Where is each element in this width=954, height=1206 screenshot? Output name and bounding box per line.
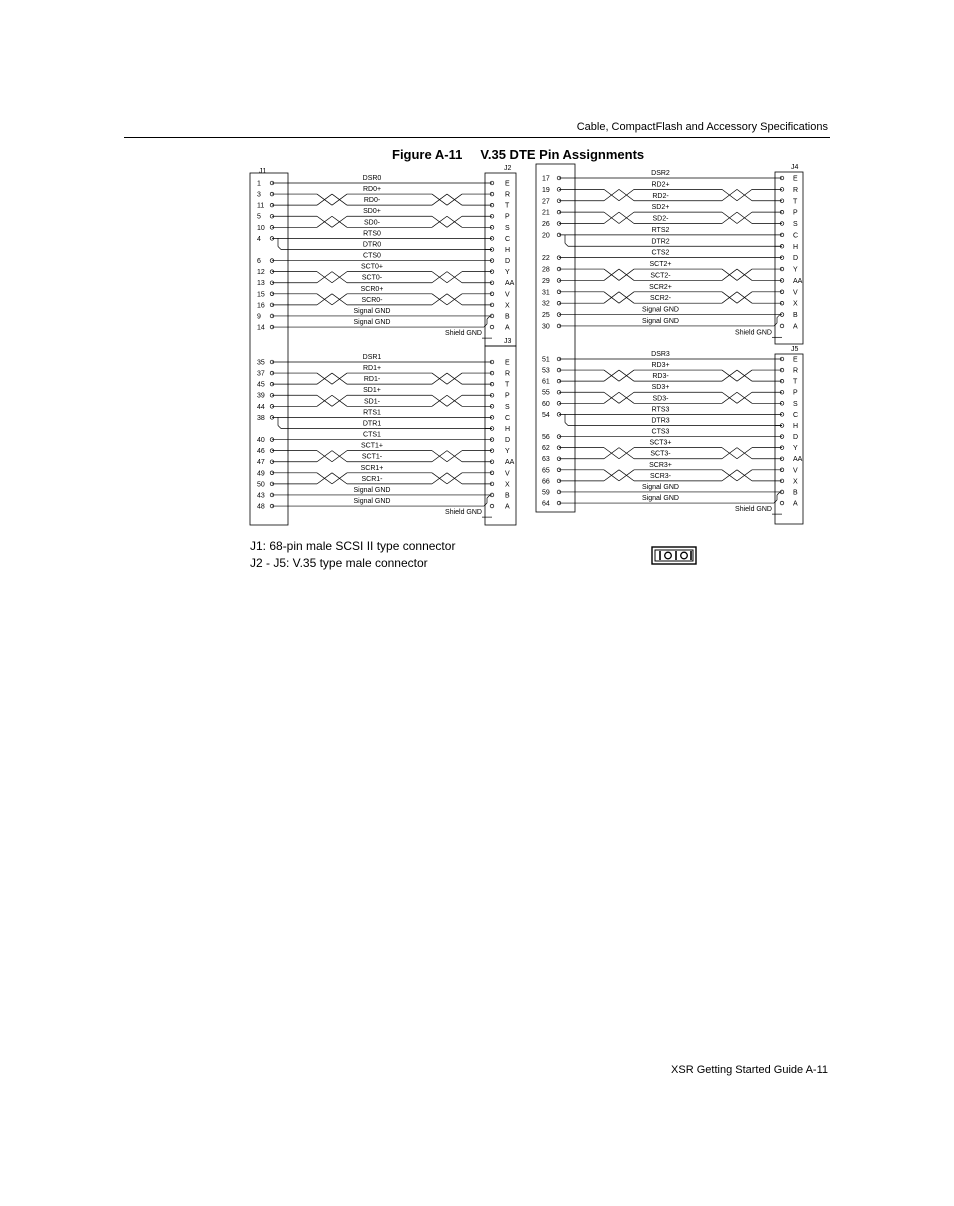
pin-number: 56	[542, 434, 550, 442]
signal-label: Signal GND	[642, 306, 679, 314]
signal-label: RTS0	[363, 230, 381, 238]
signal-label: RD3+	[651, 362, 670, 370]
signal-label: RD3-	[652, 373, 669, 381]
pin-number: 54	[542, 411, 550, 419]
signal-label: SCR0-	[361, 296, 383, 304]
connector-box	[775, 354, 803, 524]
signal-label: RD0-	[363, 197, 381, 205]
signal-label: CTS0	[363, 252, 381, 260]
pin-number: 15	[257, 291, 265, 299]
signal-label: RTS3	[651, 406, 670, 414]
pin-number: 62	[542, 445, 550, 453]
signal-label: CTS1	[363, 431, 381, 439]
dte-pin-letter: B	[505, 492, 510, 500]
dte-pin-letter: A	[505, 324, 510, 332]
pin-number: 14	[257, 324, 265, 332]
dte-pin-letter: AA	[793, 277, 803, 285]
signal-label: SCR2+	[649, 283, 672, 291]
dte-pin-letter: H	[793, 243, 799, 251]
signal-label: RTS1	[363, 409, 381, 417]
connector-label: J4	[791, 164, 799, 171]
signal-label: SCT0+	[361, 263, 383, 271]
signal-label: SCT3-	[650, 450, 671, 458]
signal-label: SCT0-	[361, 274, 383, 282]
signal-label: SD0-	[364, 219, 380, 227]
dte-pin-letter: B	[793, 489, 798, 497]
figure-name: V.35 DTE Pin Assignments	[480, 147, 645, 162]
dte-pin-letter: AA	[793, 456, 803, 464]
figure-number: Figure A-11	[392, 147, 463, 162]
signal-label: SD3-	[652, 395, 669, 403]
pin-number: 4	[257, 235, 261, 243]
dte-pin-letter: Y	[505, 269, 510, 277]
connector-label: J5	[791, 346, 799, 353]
dte-pin-terminal	[780, 324, 784, 328]
pin-number: 30	[542, 323, 550, 331]
shield-gnd-label: Shield GND	[445, 330, 482, 338]
j1-connector-box	[250, 173, 288, 525]
pin-number: 51	[542, 356, 550, 364]
signal-label: SCR3+	[649, 461, 672, 469]
signal-label: SD1+	[363, 387, 381, 395]
signal-label: SD3+	[651, 384, 670, 392]
dte-pin-letter: X	[505, 302, 510, 310]
signal-label: SCT1+	[361, 442, 383, 450]
rts-dtr-jumper	[565, 243, 568, 246]
dte-pin-letter: C	[793, 411, 799, 419]
signal-label: CTS2	[651, 249, 670, 257]
dte-pin-letter: R	[793, 186, 799, 194]
pin-number: 59	[542, 489, 550, 497]
dte-pin-letter: P	[505, 392, 510, 400]
pin-number: 13	[257, 280, 265, 288]
pin-number: 27	[542, 198, 550, 206]
pin-number: 53	[542, 367, 550, 375]
dte-pin-letter: R	[505, 191, 511, 199]
dte-pin-letter: V	[505, 291, 510, 299]
dte-pin-letter: D	[793, 255, 799, 263]
signal-label: SCR1-	[361, 475, 383, 483]
signal-label: CTS3	[651, 428, 670, 436]
dte-pin-letter: Y	[793, 266, 798, 274]
pin-number: 16	[257, 302, 265, 310]
pin-number: 22	[542, 255, 550, 263]
pin-number: 3	[257, 191, 261, 199]
rts-dtr-jumper	[278, 425, 281, 428]
pin-number: 17	[542, 175, 550, 183]
pin-number: 47	[257, 459, 265, 467]
signal-label: SD1-	[364, 398, 380, 406]
dte-pin-terminal	[490, 325, 494, 329]
signal-label: SCT3+	[649, 439, 672, 447]
dte-pin-letter: S	[793, 400, 798, 408]
signal-label: Signal GND	[642, 317, 679, 325]
dte-pin-letter: X	[793, 478, 798, 486]
dte-pin-letter: AA	[505, 459, 515, 467]
signal-label: RD1-	[363, 376, 381, 384]
dte-pin-letter: B	[793, 312, 798, 320]
gnd-jumper	[487, 495, 490, 498]
signal-label: SCR2-	[649, 295, 672, 303]
pin-number: 46	[257, 448, 265, 456]
pin-number: 48	[257, 503, 265, 511]
signal-label: SCT2+	[649, 261, 672, 269]
signal-label: SCT1-	[361, 453, 383, 461]
pin-number: 9	[257, 313, 261, 321]
shield-gnd-label: Shield GND	[735, 329, 772, 337]
pin-number: 50	[257, 481, 265, 489]
signal-label: DSR1	[362, 354, 382, 361]
dte-pin-letter: C	[505, 414, 511, 422]
dte-pin-letter: T	[793, 198, 798, 206]
dte-pin-letter: V	[505, 470, 510, 478]
pin-number: 44	[257, 403, 265, 411]
signal-label: DTR0	[362, 241, 382, 249]
pin-number: 31	[542, 289, 550, 297]
connector-label: J3	[504, 338, 512, 345]
signal-label: Signal GND	[642, 483, 679, 491]
rts-dtr-jumper	[565, 422, 568, 425]
dte-pin-letter: AA	[505, 280, 515, 288]
gnd-jumper	[774, 500, 777, 503]
pin-number: 49	[257, 470, 265, 478]
dte-pin-letter: T	[505, 202, 510, 210]
signal-label: SCR3-	[649, 472, 672, 480]
signal-label: RD1+	[362, 365, 382, 373]
rts-dtr-jumper	[278, 246, 281, 249]
pin-number: 45	[257, 381, 265, 389]
dte-pin-letter: C	[505, 235, 511, 243]
pin-number: 28	[542, 266, 550, 274]
pin-number: 11	[257, 202, 265, 210]
dte-pin-letter: H	[793, 422, 799, 430]
dte-pin-letter: A	[793, 323, 798, 331]
page-footer: XSR Getting Started Guide A-11	[671, 1064, 828, 1076]
pin-number: 65	[542, 467, 550, 475]
signal-label: SD0+	[363, 208, 381, 216]
pin-number: 35	[257, 359, 265, 367]
signal-label: DTR1	[362, 420, 382, 428]
dte-pin-letter: E	[793, 356, 798, 364]
pin-number: 64	[542, 500, 550, 508]
j1-label: J1	[259, 168, 267, 175]
shield-gnd-label: Shield GND	[445, 509, 482, 517]
signal-label: DTR2	[651, 238, 670, 246]
connector-icon	[651, 546, 697, 566]
pin-number: 60	[542, 400, 550, 408]
signal-label: DSR3	[651, 351, 670, 358]
dte-pin-letter: X	[793, 300, 798, 308]
pin-number: 6	[257, 258, 261, 266]
pin-number: 39	[257, 392, 265, 400]
dte-pin-letter: T	[505, 381, 510, 389]
signal-label: DTR3	[651, 417, 670, 425]
dte-pin-letter: S	[505, 403, 510, 411]
gnd-jumper	[777, 492, 780, 495]
pin-number: 43	[257, 492, 265, 500]
signal-label: Signal GND	[353, 486, 391, 494]
dte-pin-letter: X	[505, 481, 510, 489]
dte-pin-letter: A	[505, 503, 510, 511]
dte-pin-letter: P	[505, 213, 510, 221]
dte-pin-letter: R	[793, 367, 799, 375]
caption-j1: J1: 68-pin male SCSI II type connector	[250, 539, 456, 553]
caption-j2-j5: J2 - J5: V.35 type male connector	[250, 556, 428, 570]
connector-label: J2	[504, 165, 512, 172]
dte-pin-letter: B	[505, 313, 510, 321]
pin-number: 5	[257, 213, 261, 221]
pin-number: 32	[542, 300, 550, 308]
dte-pin-letter: D	[505, 437, 511, 445]
pin-number: 63	[542, 456, 550, 464]
pin-number: 40	[257, 437, 265, 445]
pin-number: 26	[542, 221, 550, 229]
pin-number: 19	[542, 186, 550, 194]
signal-label: SD2-	[652, 215, 669, 223]
pin-number: 61	[542, 378, 550, 386]
dte-pin-letter: E	[793, 175, 798, 183]
dte-pin-letter: P	[793, 389, 798, 397]
dte-pin-letter: V	[793, 289, 798, 297]
signal-label: RD0+	[362, 186, 382, 194]
connector-box	[485, 173, 516, 346]
dte-pin-letter: Y	[505, 448, 510, 456]
dte-pin-terminal	[490, 504, 494, 508]
signal-label: RD2+	[651, 181, 670, 189]
signal-label: Signal GND	[353, 319, 391, 327]
dte-pin-letter: H	[505, 425, 511, 433]
signal-label: SCT2-	[650, 272, 671, 280]
dte-pin-letter: C	[793, 232, 799, 240]
dte-pin-letter: V	[793, 467, 798, 475]
pin-number: 66	[542, 478, 550, 486]
dte-pin-letter: Y	[793, 445, 798, 453]
gnd-jumper	[777, 315, 780, 318]
running-header: Cable, CompactFlash and Accessory Specifications	[576, 121, 828, 133]
dte-pin-letter: D	[793, 434, 799, 442]
signal-label: SCR0+	[360, 285, 384, 293]
signal-label: Signal GND	[353, 498, 391, 506]
signal-label: Signal GND	[353, 307, 391, 315]
pin-number: 12	[257, 269, 265, 277]
gnd-jumper	[484, 324, 487, 327]
gnd-jumper	[774, 323, 777, 326]
signal-label: SCR1+	[360, 464, 384, 472]
shield-gnd-label: Shield GND	[735, 506, 772, 514]
pin-number: 55	[542, 389, 550, 397]
signal-label: RD2-	[652, 192, 669, 200]
pin-number: 37	[257, 370, 265, 378]
dte-pin-letter: S	[505, 224, 510, 232]
gnd-jumper	[484, 503, 487, 506]
dte-pin-letter: E	[505, 359, 510, 367]
dte-pin-letter: H	[505, 246, 511, 254]
dte-pin-letter: S	[793, 221, 798, 229]
gnd-jumper	[487, 316, 490, 319]
pin-number: 29	[542, 277, 550, 285]
pin-number: 21	[542, 209, 550, 217]
dte-pin-letter: P	[793, 209, 798, 217]
dte-pin-terminal	[780, 501, 784, 505]
dte-pin-letter: R	[505, 370, 511, 378]
pin-number: 25	[542, 312, 550, 320]
signal-label: RTS2	[651, 226, 670, 234]
signal-label: DSR0	[362, 175, 382, 182]
dte-pin-letter: A	[793, 500, 798, 508]
dte-pin-letter: D	[505, 258, 511, 266]
pin-number: 20	[542, 232, 550, 240]
pin-number: 38	[257, 414, 265, 422]
dte-pin-letter: E	[505, 180, 510, 188]
signal-label: DSR2	[651, 170, 670, 177]
pin-number: 1	[257, 180, 261, 188]
dte-pin-letter: T	[793, 378, 798, 386]
signal-label: Signal GND	[642, 495, 679, 503]
signal-label: SD2+	[651, 204, 670, 212]
pin-number: 10	[257, 224, 265, 232]
